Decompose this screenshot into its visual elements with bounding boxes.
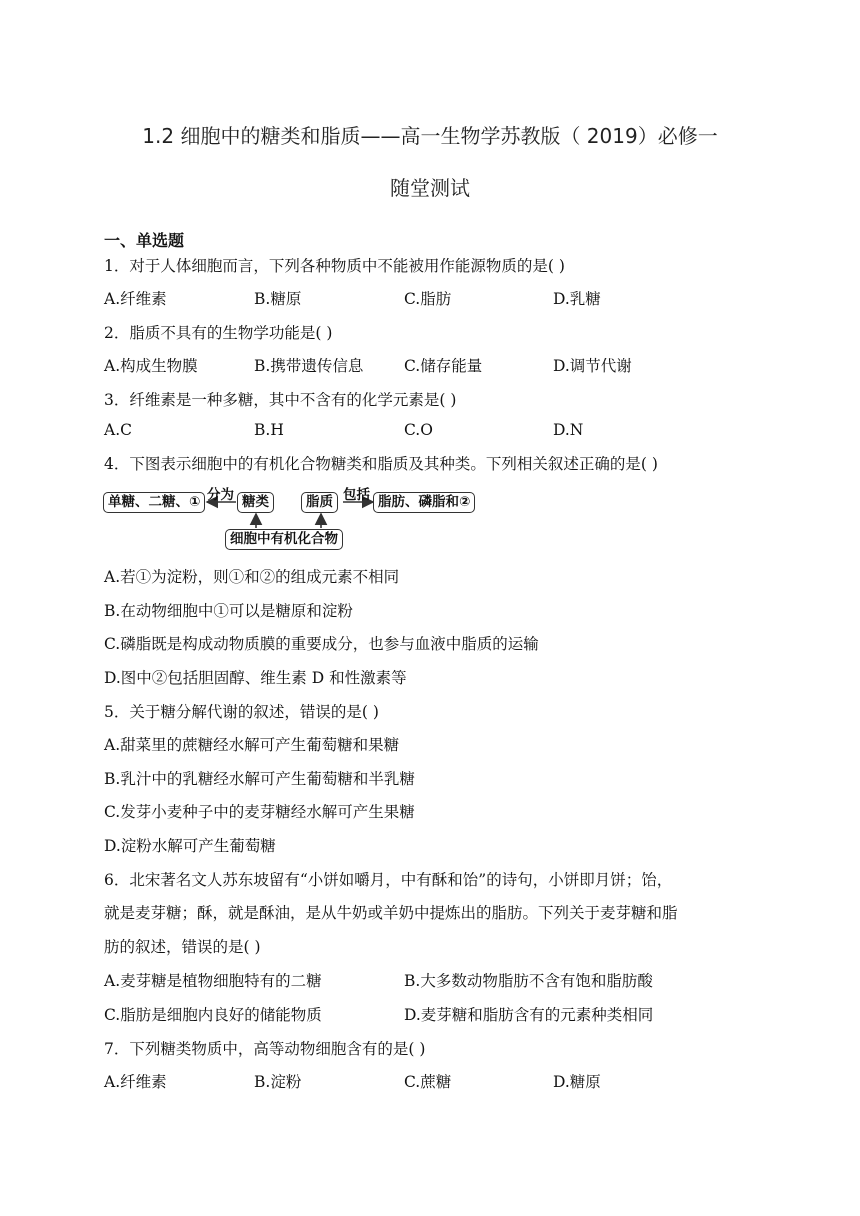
box-sugar-kinds: 单糖、二糖、① bbox=[103, 492, 205, 513]
q3-option-c[interactable]: C.O bbox=[404, 421, 433, 439]
question-3: 3．纤维素是一种多糖，其中不含有的化学元素是( ) bbox=[104, 391, 457, 409]
q3-option-a[interactable]: A.C bbox=[104, 421, 132, 439]
q6-option-c[interactable]: C.脂肪是细胞内良好的储能物质 bbox=[104, 1006, 322, 1024]
q4-option-d[interactable]: D.图中②包括胆固醇、维生素 D 和性激素等 bbox=[104, 669, 407, 687]
document-title-line1: 1.2 细胞中的糖类和脂质——高一生物学苏教版（ 2019）必修一 bbox=[142, 124, 718, 148]
box-organic-compounds: 细胞中有机化合物 bbox=[225, 529, 343, 550]
question-5: 5．关于糖分解代谢的叙述，错误的是( ) bbox=[104, 703, 379, 721]
box-lipid: 脂质 bbox=[301, 492, 338, 513]
question-2: 2．脂质不具有的生物学功能是( ) bbox=[104, 324, 333, 342]
question-6-line-2: 就是麦芽糖；酥，就是酥油，是从牛奶或羊奶中提炼出的脂肪。下列关于麦芽糖和脂 bbox=[104, 904, 678, 922]
q6-option-d[interactable]: D.麦芽糖和脂肪含有的元素种类相同 bbox=[404, 1006, 654, 1024]
q1-option-d[interactable]: D.乳糖 bbox=[553, 290, 601, 308]
q1-option-c[interactable]: C.脂肪 bbox=[404, 290, 452, 308]
q4-option-c[interactable]: C.磷脂既是构成动物质膜的重要成分，也参与血液中脂质的运输 bbox=[104, 635, 539, 653]
q4-option-a[interactable]: A.若①为淀粉，则①和②的组成元素不相同 bbox=[104, 568, 400, 586]
q5-option-a[interactable]: A.甜菜里的蔗糖经水解可产生葡萄糖和果糖 bbox=[104, 736, 400, 754]
q1-option-b[interactable]: B.糖原 bbox=[254, 290, 302, 308]
label-include: 包括 bbox=[343, 487, 370, 503]
q7-option-b[interactable]: B.淀粉 bbox=[254, 1073, 302, 1091]
q1-option-a[interactable]: A.纤维素 bbox=[104, 290, 167, 308]
question-4: 4．下图表示细胞中的有机化合物糖类和脂质及其种类。下列相关叙述正确的是( ) bbox=[104, 455, 658, 473]
box-sugar: 糖类 bbox=[237, 492, 274, 513]
q7-option-c[interactable]: C.蔗糖 bbox=[404, 1073, 452, 1091]
document-title-line2: 随堂测试 bbox=[390, 176, 470, 200]
label-divide: 分为 bbox=[207, 487, 234, 503]
question-7: 7．下列糖类物质中，高等动物细胞含有的是( ) bbox=[104, 1040, 426, 1058]
q6-option-a[interactable]: A.麦芽糖是植物细胞特有的二糖 bbox=[104, 972, 322, 990]
q4-option-b[interactable]: B.在动物细胞中①可以是糖原和淀粉 bbox=[104, 602, 353, 620]
q7-option-d[interactable]: D.糖原 bbox=[553, 1073, 601, 1091]
question-6-line-3: 肪的叙述，错误的是( ) bbox=[104, 938, 261, 956]
q7-option-a[interactable]: A.纤维素 bbox=[104, 1073, 167, 1091]
q3-option-b[interactable]: B.H bbox=[254, 421, 284, 439]
q2-option-d[interactable]: D.调节代谢 bbox=[553, 357, 632, 375]
organic-compound-diagram bbox=[103, 484, 503, 552]
q3-option-d[interactable]: D.N bbox=[553, 421, 584, 439]
q2-option-b[interactable]: B.携带遗传信息 bbox=[254, 357, 364, 375]
question-1: 1．对于人体细胞而言，下列各种物质中不能被用作能源物质的是( ) bbox=[104, 257, 565, 275]
q2-option-a[interactable]: A.构成生物膜 bbox=[104, 357, 198, 375]
section-heading: 一、单选题 bbox=[104, 231, 185, 250]
q2-option-c[interactable]: C.储存能量 bbox=[404, 357, 483, 375]
q5-option-d[interactable]: D.淀粉水解可产生葡萄糖 bbox=[104, 837, 276, 855]
box-lipid-kinds: 脂肪、磷脂和② bbox=[373, 492, 475, 513]
q5-option-b[interactable]: B.乳汁中的乳糖经水解可产生葡萄糖和半乳糖 bbox=[104, 770, 415, 788]
question-6-line-1: 6．北宋著名文人苏东坡留有“小饼如嚼月，中有酥和饴”的诗句，小饼即月饼；饴， bbox=[104, 871, 673, 889]
q6-option-b[interactable]: B.大多数动物脂肪不含有饱和脂肪酸 bbox=[404, 972, 653, 990]
q5-option-c[interactable]: C.发芽小麦种子中的麦芽糖经水解可产生果糖 bbox=[104, 803, 415, 821]
